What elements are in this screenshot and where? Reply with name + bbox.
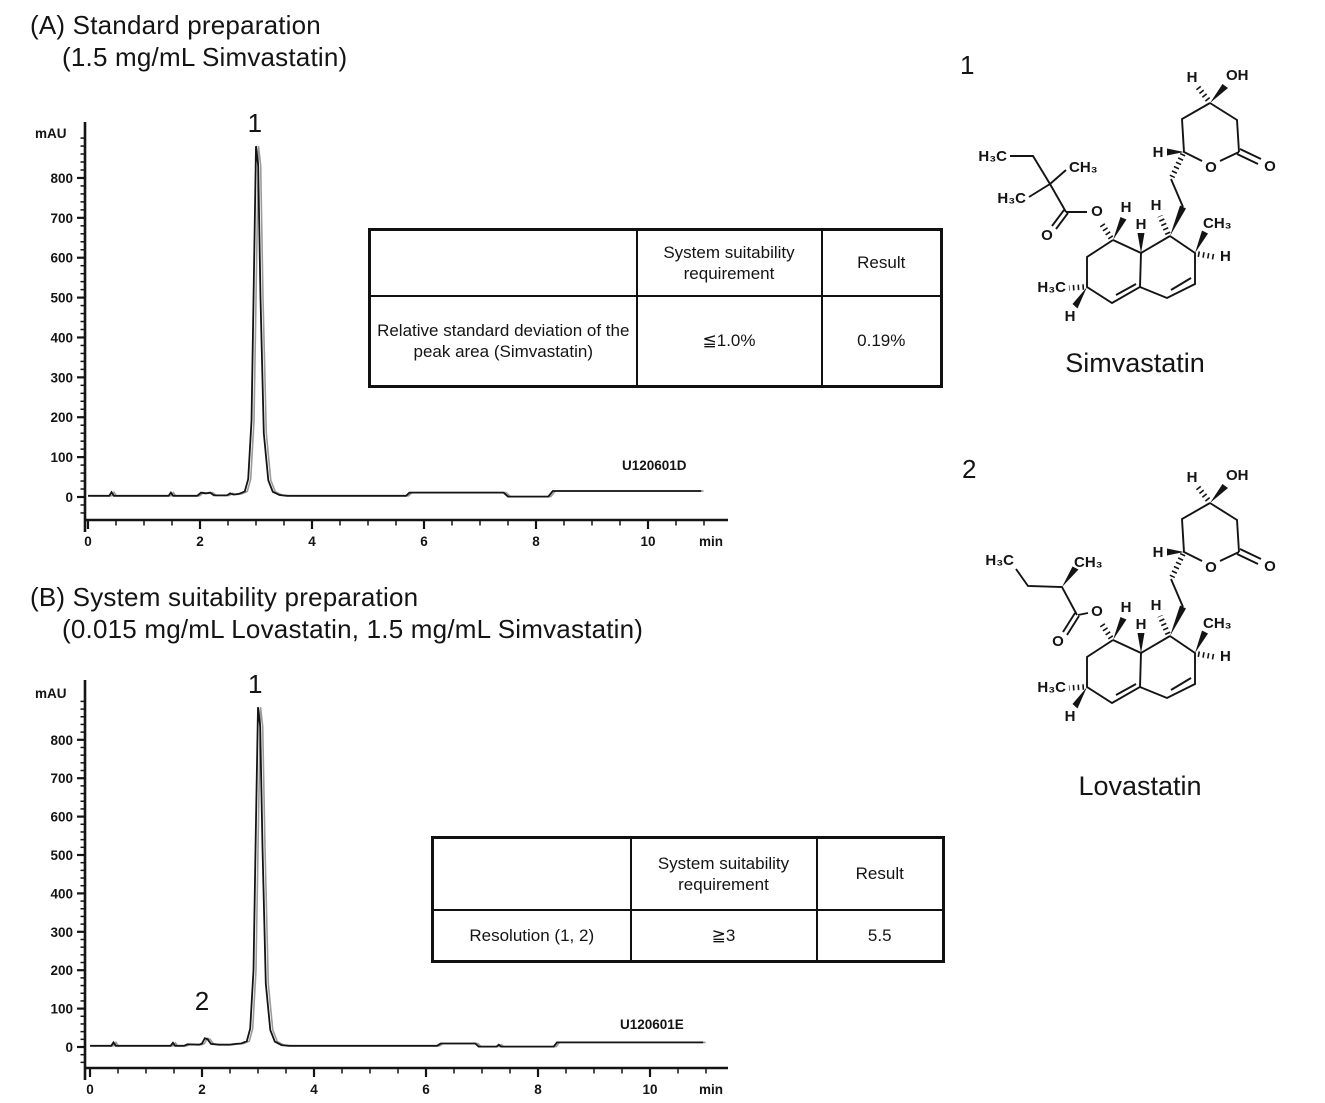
peak-number-label: 1 [247, 108, 263, 139]
atom-label: H [1064, 708, 1076, 725]
y-tick-label: 0 [65, 490, 73, 505]
table-a-header-empty [370, 230, 637, 296]
sample-id-label: U120601D [622, 458, 687, 473]
sample-id-label: U120601E [620, 1017, 684, 1032]
y-tick-label: 700 [50, 210, 73, 226]
y-tick-label: 300 [50, 370, 73, 386]
table-a-header-result: Result [822, 230, 942, 296]
atom-label: H₃C [985, 552, 1014, 569]
x-tick-label: 0 [84, 534, 92, 549]
atom-label: OH [1226, 467, 1249, 484]
table-a-header-row [370, 230, 942, 296]
hashed-bonds [1069, 486, 1215, 688]
x-tick-label: 4 [310, 1082, 318, 1097]
table-b-header-row [433, 838, 944, 910]
structure-number-2: 2 [962, 454, 977, 484]
x-tick-label: 4 [308, 534, 316, 549]
atom-label: H [1135, 616, 1147, 633]
table-a-result-cell: 0.19% [822, 296, 942, 387]
atom-label: H [1150, 597, 1162, 614]
y-axis-unit-label: mAU [35, 686, 67, 701]
y-tick-label: 800 [50, 732, 73, 748]
y-tick-label: 800 [50, 170, 73, 186]
x-tick-label: 2 [196, 534, 204, 549]
x-tick-label: 2 [198, 1082, 206, 1097]
atom-label: H [1120, 599, 1132, 616]
table-b-requirement-cell: ≧3 [631, 910, 817, 962]
system-suitability-table-b [431, 836, 945, 963]
y-tick-label: 300 [50, 924, 73, 940]
x-tick-label: 10 [640, 534, 656, 549]
atom-label: H₃C [997, 190, 1026, 207]
x-axis-unit-label: min [699, 534, 724, 549]
structure-name-lovastatin: Lovastatin [1078, 771, 1202, 800]
atom-label: H₃C [1037, 679, 1066, 696]
peak-number-label: 2 [194, 986, 210, 1017]
y-tick-label: 700 [50, 771, 73, 787]
y-tick-label: 500 [50, 290, 73, 306]
panel-a-title-line1: (A) Standard preparation [30, 10, 321, 40]
atom-label: CH₃ [1074, 554, 1103, 571]
table-a-data-row [370, 296, 942, 387]
hashed-bonds [1069, 86, 1215, 288]
structure-number-1: 1 [960, 50, 975, 80]
atom-label: H [1152, 144, 1164, 161]
table-b-header-empty [433, 838, 631, 910]
atom-label: H [1120, 199, 1132, 216]
y-tick-label: 600 [50, 809, 73, 825]
atom-label: H [1150, 197, 1162, 214]
atom-label: OH [1226, 67, 1249, 84]
atom-label: O [1205, 159, 1217, 176]
x-tick-label: 0 [86, 1082, 94, 1097]
atom-label: O [1091, 603, 1103, 620]
y-tick-label: 200 [50, 963, 73, 979]
x-tick-label: 10 [642, 1082, 658, 1097]
table-b-parameter-cell: Resolution (1, 2) [433, 910, 631, 962]
y-tick-label: 200 [50, 410, 73, 426]
atom-label: H [1186, 469, 1198, 486]
atom-label: O [1091, 203, 1103, 220]
table-a-requirement-cell: ≦1.0% [637, 296, 822, 387]
atom-label: O [1041, 227, 1053, 244]
y-tick-label: 100 [50, 450, 73, 466]
table-b-header-result: Result [817, 838, 944, 910]
atom-label: O [1264, 158, 1276, 175]
x-tick-label: 8 [534, 1082, 542, 1097]
atom-label: O [1264, 558, 1276, 575]
x-axis-unit-label: min [699, 1082, 724, 1097]
atom-label: O [1205, 559, 1217, 576]
atom-label: H [1220, 248, 1231, 265]
peak-number-label: 1 [247, 669, 263, 700]
lovastatin-structure-diagram [940, 440, 1325, 800]
panel-b-title-line1: (B) System suitability preparation [30, 582, 419, 612]
x-tick-label: 6 [420, 534, 428, 549]
atom-label: H [1064, 308, 1076, 325]
y-tick-label: 400 [50, 886, 73, 902]
y-tick-label: 100 [50, 1001, 73, 1017]
system-suitability-table-a [368, 228, 943, 388]
atom-label: H [1220, 648, 1231, 665]
y-tick-label: 600 [50, 250, 73, 266]
atom-label: H [1152, 544, 1164, 561]
bond-lines [1016, 503, 1261, 703]
y-axis-unit-label: mAU [35, 126, 67, 141]
panel-a-title-line2: (1.5 mg/mL Simvastatin) [62, 42, 348, 72]
structure-name-simvastatin: Simvastatin [1065, 348, 1205, 378]
atom-label: CH₃ [1203, 215, 1232, 232]
panel-b-title-line2: (0.015 mg/mL Lovastatin, 1.5 mg/mL Simvastatin) [62, 614, 644, 644]
table-b-data-row [433, 910, 944, 962]
bond-lines [1010, 103, 1261, 303]
table-a-header-requirement: System suitability requirement [637, 230, 822, 296]
x-tick-label: 6 [422, 1082, 430, 1097]
table-a-parameter-cell: Relative standard deviation of the peak area (Simvastatin) [370, 296, 637, 387]
y-tick-label: 500 [50, 848, 73, 863]
atom-label: O [1052, 633, 1064, 650]
atom-label: CH₃ [1069, 159, 1098, 176]
atom-label: H [1186, 69, 1198, 86]
atom-label: H [1135, 216, 1147, 233]
atom-label: H₃C [978, 148, 1007, 165]
simvastatin-structure-diagram [940, 40, 1325, 380]
atom-label: H₃C [1037, 279, 1066, 296]
atom-label: CH₃ [1203, 615, 1232, 632]
y-tick-label: 0 [65, 1040, 73, 1055]
x-tick-label: 8 [532, 534, 540, 549]
table-b-result-cell: 5.5 [817, 910, 944, 962]
y-tick-label: 400 [50, 330, 73, 346]
table-b-header-requirement: System suitability requirement [631, 838, 817, 910]
